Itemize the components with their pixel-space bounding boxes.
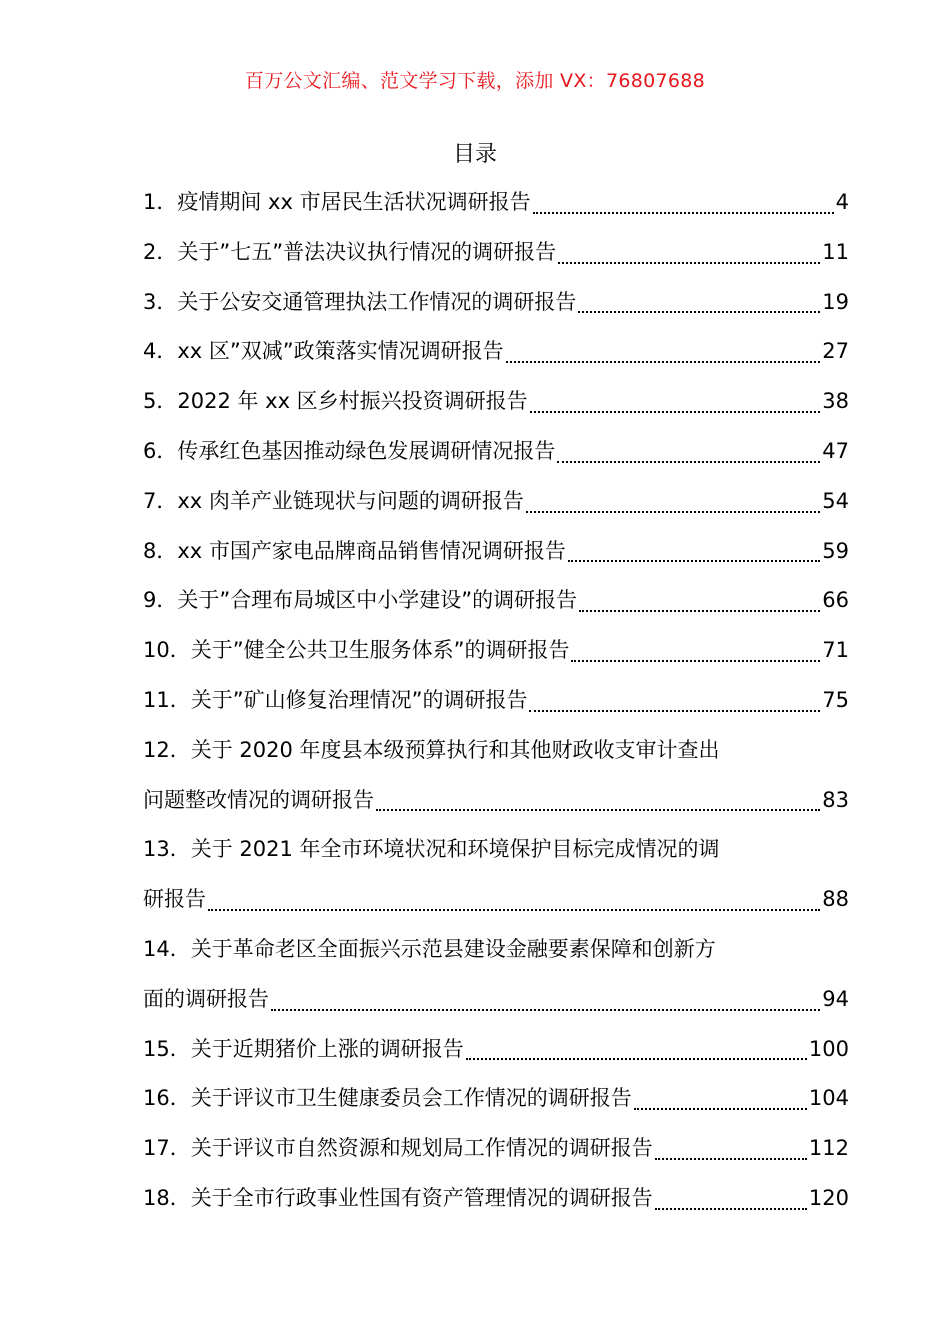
toc-leader-dots xyxy=(466,1058,807,1060)
toc-entry[interactable] xyxy=(143,327,849,377)
toc-entry[interactable] xyxy=(143,1025,849,1075)
toc-entry[interactable] xyxy=(143,726,849,826)
toc-entry-title: 13．关于 2021 年全市环境状况和环境保护目标完成情况的调 xyxy=(143,837,720,862)
toc-page-number: 71 xyxy=(822,638,849,663)
toc-leader-dots xyxy=(655,1158,807,1160)
toc-leader-dots xyxy=(526,511,820,513)
toc-entry-title: 6．传承红色基因推动绿色发展调研情况报告 xyxy=(143,438,556,463)
toc-entry-line xyxy=(143,1124,849,1174)
toc-entry-line xyxy=(143,676,849,726)
toc-page-number: 38 xyxy=(822,389,849,414)
toc-entry[interactable] xyxy=(143,925,849,1025)
toc-entry-title: 14．关于革命老区全面振兴示范县建设金融要素保障和创新方 xyxy=(143,936,716,961)
toc-page-number: 11 xyxy=(822,239,849,264)
toc-entry-title: 面的调研报告 xyxy=(143,986,269,1011)
toc-page-number: 66 xyxy=(822,588,849,613)
toc-entry[interactable] xyxy=(143,825,849,925)
toc-leader-dots xyxy=(376,809,820,811)
toc-leader-dots xyxy=(558,262,820,264)
toc-entry-title: 5．2022 年 xx 区乡村振兴投资调研报告 xyxy=(143,389,528,414)
toc-entry-title: 8．xx 市国产家电品牌商品销售情况调研报告 xyxy=(143,538,566,563)
toc-entry-title: 4．xx 区”双减”政策落实情况调研报告 xyxy=(143,339,504,364)
toc-entry-line xyxy=(143,1025,849,1075)
toc-page-number: 19 xyxy=(822,289,849,314)
toc-page-number: 83 xyxy=(822,787,849,812)
toc-entry[interactable] xyxy=(143,1124,849,1174)
toc-entry-title: 12．关于 2020 年度县本级预算执行和其他财政收支审计查出 xyxy=(143,737,720,762)
toc-page-number: 112 xyxy=(808,1136,849,1161)
toc-entry[interactable] xyxy=(143,477,849,527)
toc-entry-line xyxy=(143,178,849,228)
toc-page-number: 59 xyxy=(822,538,849,563)
toc-entry-line xyxy=(143,975,849,1025)
toc-entry-line xyxy=(143,477,849,527)
toc-leader-dots xyxy=(271,1009,820,1011)
toc-entry[interactable] xyxy=(143,427,849,477)
toc-entry-title: 10．关于”健全公共卫生服务体系”的调研报告 xyxy=(143,638,570,663)
toc-entry-title: 1．疫情期间 xx 市居民生活状况调研报告 xyxy=(143,190,531,214)
toc-leader-dots xyxy=(530,411,821,413)
toc-leader-dots xyxy=(634,1108,807,1110)
toc-entry-line xyxy=(143,726,849,776)
toc-leader-dots xyxy=(506,361,821,363)
toc-entry-title: 3．关于公安交通管理执法工作情况的调研报告 xyxy=(143,289,577,314)
toc-entry-title: 15．关于近期猪价上涨的调研报告 xyxy=(143,1036,464,1061)
toc-entry-title: 9．关于”合理布局城区中小学建设”的调研报告 xyxy=(143,588,578,613)
toc-leader-dots xyxy=(655,1208,807,1210)
toc-entry[interactable] xyxy=(143,228,849,278)
toc-leader-dots xyxy=(208,909,820,911)
toc-entry[interactable] xyxy=(143,377,849,427)
toc-entry-title: 研报告 xyxy=(143,887,206,912)
toc-leader-dots xyxy=(529,710,820,712)
toc-entry-line xyxy=(143,576,849,626)
toc-entry-title: 11．关于”矿山修复治理情况”的调研报告 xyxy=(143,687,528,712)
toc-entry-line xyxy=(143,427,849,477)
toc-entry[interactable] xyxy=(143,527,849,577)
toc-page-number: 100 xyxy=(808,1036,849,1061)
toc-page-number: 75 xyxy=(822,687,849,712)
toc-entry[interactable] xyxy=(143,576,849,626)
toc-entry[interactable] xyxy=(143,626,849,676)
toc-leader-dots xyxy=(557,461,820,463)
toc-leader-dots xyxy=(578,311,820,313)
toc-entry-line xyxy=(143,377,849,427)
page-header-watermark: 百万公文汇编、范文学习下载，添加 VX：76807688 xyxy=(244,70,706,92)
toc-leader-dots xyxy=(579,610,820,612)
toc-entry-line xyxy=(143,776,849,826)
toc-entry-line xyxy=(143,626,849,676)
toc-entry[interactable] xyxy=(143,1174,849,1224)
toc-entry-title: 17．关于评议市自然资源和规划局工作情况的调研报告 xyxy=(143,1136,653,1161)
toc-page-number: 4 xyxy=(835,190,849,214)
toc-page-number: 27 xyxy=(822,339,849,364)
toc-page-number: 47 xyxy=(822,438,849,463)
toc-page-number: 94 xyxy=(822,986,849,1011)
toc-entry-line xyxy=(143,278,849,328)
toc-entry-line xyxy=(143,1074,849,1124)
toc-entry-title: 问题整改情况的调研报告 xyxy=(143,787,374,812)
toc-leader-dots xyxy=(568,560,820,562)
toc-entry-title: 18．关于全市行政事业性国有资产管理情况的调研报告 xyxy=(143,1185,653,1210)
toc-entry-line xyxy=(143,875,849,925)
toc-entry-line xyxy=(143,228,849,278)
toc-entry[interactable] xyxy=(143,178,849,228)
toc-page-number: 120 xyxy=(808,1185,849,1210)
toc-entry-line xyxy=(143,925,849,975)
toc-entry-line xyxy=(143,327,849,377)
toc-entry[interactable] xyxy=(143,1074,849,1124)
toc-title: 目录 xyxy=(452,142,497,167)
toc-page-number: 54 xyxy=(822,488,849,513)
toc-page-number: 104 xyxy=(808,1086,849,1111)
toc-leader-dots xyxy=(533,212,834,214)
toc-leader-dots xyxy=(571,660,820,662)
toc-entry-title: 16．关于评议市卫生健康委员会工作情况的调研报告 xyxy=(143,1086,632,1111)
toc-entry-line xyxy=(143,1174,849,1224)
toc-entry[interactable] xyxy=(143,278,849,328)
toc-page-number: 88 xyxy=(822,887,849,912)
toc-entry-line xyxy=(143,825,849,875)
toc-entry[interactable] xyxy=(143,676,849,726)
toc-entry-title: 7．xx 肉羊产业链现状与问题的调研报告 xyxy=(143,488,524,513)
toc-entry-line xyxy=(143,527,849,577)
table-of-contents xyxy=(143,178,849,1224)
toc-entry-title: 2．关于”七五”普法决议执行情况的调研报告 xyxy=(143,239,557,264)
